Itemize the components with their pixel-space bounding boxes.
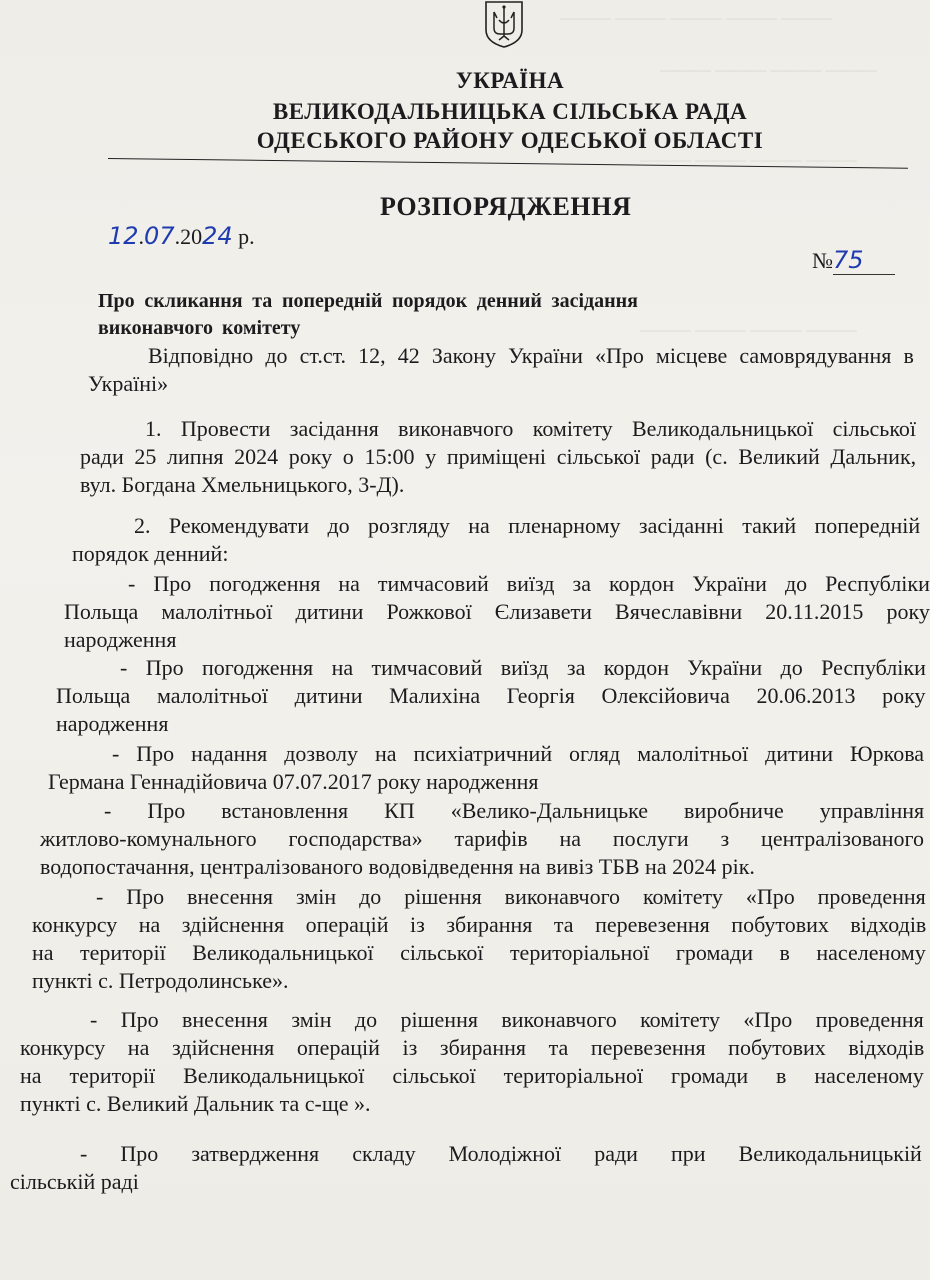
header-council: ВЕЛИКОДАЛЬНИЦЬКА СІЛЬСЬКА РАДА (272, 99, 748, 124)
date-year-prefix: 20 (180, 224, 203, 249)
text-line: пункті с. Петродолинське». (32, 968, 289, 993)
bleed-through-texture: ——— ——— ——— ——— (640, 320, 857, 339)
agenda-item (56, 654, 926, 738)
agenda-item (48, 740, 924, 796)
text-line: на території Великодальницької сільської територіальної громади в населеному (20, 1063, 924, 1088)
text-line: на території Великодальницької сільської територіальної громади в населеному (32, 940, 926, 965)
number-value: 75 (833, 246, 864, 274)
text-line: порядок денний: (72, 541, 229, 566)
agenda-item (32, 883, 926, 995)
header-country: УКРАЇНА (455, 68, 565, 93)
item-2-paragraph (72, 512, 920, 568)
document-number (812, 246, 895, 275)
item-1-paragraph (80, 415, 916, 499)
text-line: конкурсу на здійснення операцій із збирання та перевезення побутових відходів (32, 912, 927, 937)
text-line: пункті с. Великий Дальник та с-ще ». (20, 1091, 371, 1116)
text-line: 1. Провести засідання виконавчого комітету Великодальницької сільської (145, 416, 917, 441)
number-sign: № (812, 248, 833, 273)
date-suffix: р. (232, 224, 255, 249)
text-line: сільській раді (10, 1169, 139, 1194)
text-line: - Про встановлення КП «Велико-Дальницьке виробниче управління (104, 798, 925, 823)
text-line: 2. Рекомендувати до розгляду на пленарному засіданні такий попередній (134, 513, 921, 538)
text-line: - Про погодження на тимчасовий виїзд за кордон України до Республіки (120, 655, 926, 680)
text-line: - Про внесення змін до рішення виконавчого комітету «Про проведення (96, 884, 926, 909)
bleed-through-texture: ——— ——— ——— ——— (640, 150, 857, 169)
date-day: 12 (108, 222, 139, 250)
text-line: Україні» (88, 371, 169, 396)
text-line: Польща малолітньої дитини Малихіна Георгія Олексійовича 20.06.2013 року (56, 683, 926, 708)
bleed-through-texture: ——— ——— ——— ——— ——— (560, 8, 832, 27)
text-line: вул. Богдана Хмельницького, 3-Д). (80, 472, 405, 497)
text-line: Германа Геннадійовича 07.07.2017 року народження (48, 769, 539, 794)
text-line: Відповідно до ст.ст. 12, 42 Закону України «Про місцеве самоврядування в (148, 343, 914, 368)
header-district: ОДЕСЬКОГО РАЙОНУ ОДЕСЬКОЇ ОБЛАСТІ (256, 128, 764, 153)
date-year-suffix: 24 (202, 222, 233, 250)
text-line: водопостачання, централізованого водовідведення на вивіз ТБВ на 2024 рік. (40, 854, 755, 879)
text-line: народження (56, 711, 169, 736)
text-line: - Про внесення змін до рішення виконавчого комітету «Про проведення (90, 1007, 924, 1032)
text-line: - Про надання дозволу на психіатричний огляд малолітньої дитини Юркова (112, 741, 925, 766)
text-line: - Про затвердження складу Молодіжної ради при Великодальницькій (80, 1141, 922, 1166)
document-subject: Про скликання та попередній порядок денний засідання виконавчого комітету (98, 290, 638, 339)
document-date (108, 222, 255, 250)
text-line: житлово-комунального господарства» тарифів на послуги з централізованого (40, 826, 924, 851)
agenda-item (40, 797, 924, 881)
agenda-item (64, 570, 930, 654)
agenda-item (20, 1006, 924, 1118)
date-dot: . (174, 224, 181, 249)
text-line: Польща малолітньої дитини Рожкової Єлизавети Вячеславівни 20.11.2015 року (64, 599, 930, 624)
trident-coat-of-arms-icon (482, 0, 526, 48)
text-line: - Про погодження на тимчасовий виїзд за кордон України до Республіки (128, 571, 930, 596)
agenda-item (10, 1140, 922, 1196)
text-line: конкурсу на здійснення операцій із збирання та перевезення побутових відходів (20, 1035, 925, 1060)
document-type-title: РОЗПОРЯДЖЕННЯ (380, 192, 632, 221)
date-month: 07 (144, 222, 175, 250)
text-line: ради 25 липня 2024 року о 15:00 у приміщені сільської ради (с. Великий Дальник, (80, 444, 917, 469)
basis-paragraph (88, 342, 914, 398)
bleed-through-texture: ——— ——— ——— ——— (660, 60, 877, 79)
text-line: народження (64, 627, 177, 652)
date-dot: . (138, 224, 145, 249)
